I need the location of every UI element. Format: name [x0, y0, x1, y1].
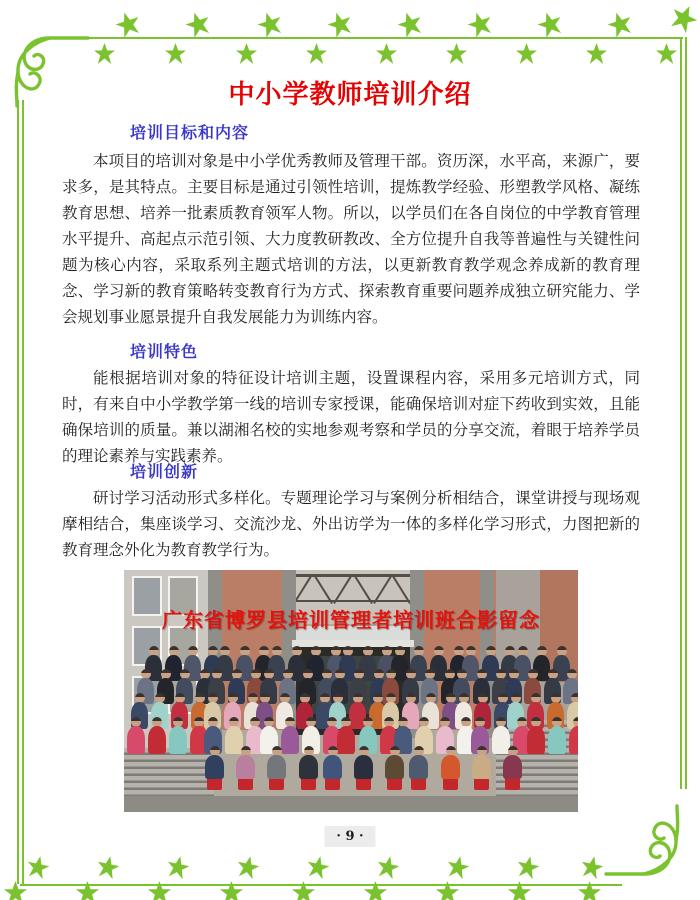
star-icon [579, 854, 605, 880]
person-figure [354, 746, 373, 779]
scroll-ornament-icon [604, 804, 686, 886]
person-torso [385, 755, 404, 779]
person-figure [569, 717, 578, 754]
section-body-goals: 本项目的培训对象是中小学优秀教师及管理干部。资历深，水平高，来源广，要求多，是其特点。主要目标是通过引领性培训，提炼教学经验、形塑教学风格、凝练教育思想、培养一批素质教育领军人物。所以，以学员们在各自岗位的中学教育管理水平提升、高起点示范引领、大力度教研教改、全方位提升自我等普遍性与关键性问题为核心内容，采取系列主题式培训的方法，以更新教育教学观念养成新的教育理念、学习新的教育策略转变教育行为方式、探索教育重要问题养成独立研究能力、学会规划事业愿景提升自我发展能力为训练内容。 [62, 153, 640, 326]
star-icon [165, 854, 191, 880]
border-top-line [76, 37, 683, 39]
star-icon [516, 43, 537, 64]
person-figure [127, 717, 145, 754]
person-torso [409, 755, 428, 779]
person-torso [127, 726, 145, 754]
person-torso [354, 755, 373, 779]
person-figure [409, 746, 428, 779]
person-figure [323, 746, 342, 779]
star-icon [376, 43, 397, 64]
star-icon [183, 9, 213, 39]
star-icon [605, 9, 635, 39]
page-number: · 9 · [324, 826, 375, 847]
person-torso [472, 755, 491, 779]
photo-caption-overlay: 广东省博罗县培训管理者培训班合影留念 [162, 610, 540, 632]
border-left-line [22, 100, 24, 884]
border-left-line [17, 100, 19, 884]
star-icon [515, 854, 541, 880]
person-figure [299, 746, 318, 779]
person-torso [569, 726, 578, 754]
person-torso [548, 726, 566, 754]
star-icon [446, 43, 467, 64]
star-icon [235, 854, 261, 880]
section-heading-goals: 培训目标和内容 [130, 125, 250, 142]
person-figure [548, 717, 566, 754]
person-figure [503, 746, 522, 779]
star-icon [325, 9, 355, 39]
person-figure [169, 717, 187, 754]
section-heading-innovation: 培训创新 [130, 464, 199, 481]
star-icon [375, 854, 401, 880]
person-figure [267, 746, 286, 779]
star-icon [305, 854, 331, 880]
star-icon [25, 854, 51, 880]
section-body-innovation: 研讨学习活动形式多样化。专题理论学习与案例分析相结合，课堂讲授与现场观摩相结合，集座谈学习、交流沙龙、外出访学为一体的多样化学习形式，力图把新的教育理念外化为教育教学行为。 [62, 490, 640, 559]
star-icon [306, 43, 327, 64]
star-icon [465, 9, 495, 39]
person-torso [169, 726, 187, 754]
person-figure [441, 746, 460, 779]
person-figure [205, 746, 224, 779]
star-icon [586, 43, 607, 64]
person-torso [148, 726, 166, 754]
person-torso [503, 755, 522, 779]
person-figure [236, 746, 255, 779]
person-figure [148, 717, 166, 754]
star-icon [445, 854, 471, 880]
star-icon [656, 43, 677, 64]
star-icon [395, 9, 425, 39]
star-icon [255, 9, 285, 39]
person-torso [441, 755, 460, 779]
person-figure [472, 746, 491, 779]
star-icon [165, 43, 186, 64]
star-icon [113, 9, 143, 39]
section-heading-features: 培训特色 [130, 344, 199, 361]
star-icon [667, 1, 700, 36]
star-icon [95, 854, 121, 880]
person-torso [267, 755, 286, 779]
border-bottom-line [20, 884, 622, 886]
person-torso [299, 755, 318, 779]
section-body-features: 能根据培训对象的特征设计培训主题，设置课程内容，采用多元培训方式，同时，有来自中小学教学第一线的培训专家授课，能确保培训对症下药收到实效，且能确保培训的质量。兼以湖湘名校的实地参观考察和学员的分享交流，着眼于培养学员的理论素养与实践素养。 [62, 370, 640, 465]
person-torso [323, 755, 342, 779]
page-title: 中小学教师培训介绍 [228, 79, 472, 109]
border-right-line [680, 37, 682, 789]
person-torso [527, 726, 545, 754]
person-figure [527, 717, 545, 754]
star-icon [535, 9, 565, 39]
group-photo [124, 570, 578, 812]
border-right-line [685, 37, 687, 789]
person-torso [236, 755, 255, 779]
star-icon [236, 43, 257, 64]
star-icon [94, 43, 115, 64]
person-figure [385, 746, 404, 779]
person-torso [205, 755, 224, 779]
